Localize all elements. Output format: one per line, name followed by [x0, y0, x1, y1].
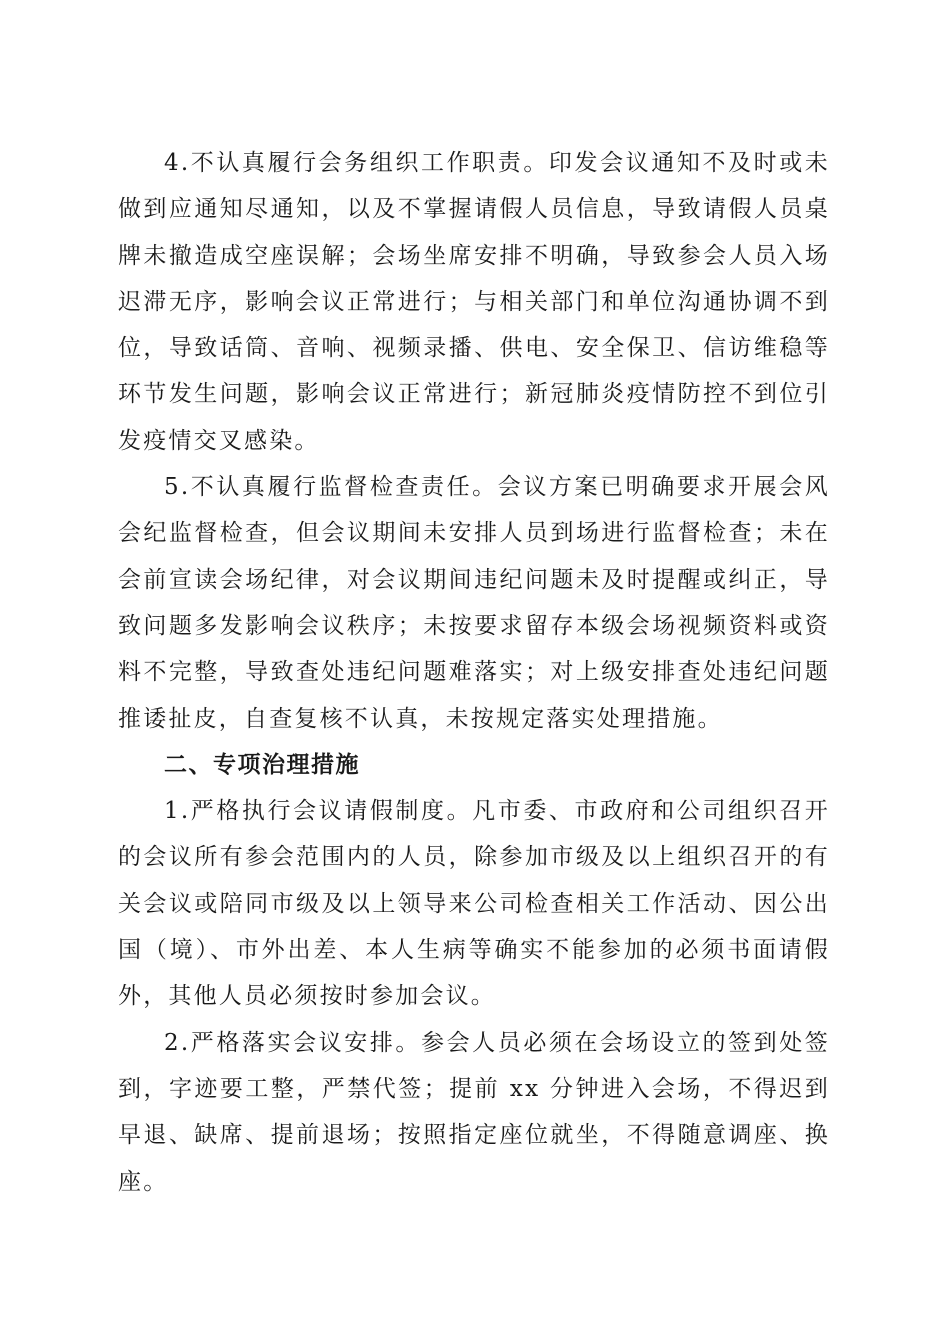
- section-heading: 二、专项治理措施: [164, 751, 360, 778]
- paragraph-item-5: 5.不认真履行监督检查责任。会议方案已明确要求开展会风会纪监督检查，但会议期间未安排人员到场进行监督检查；未在会前宣读会场纪律，对会议期间违纪问题未及时提醒或纠正，导致问题多发影响会议秩序；未按要求留存本级会场视频资料或资料不完整，导致查处违纪问题难落实；对上级安排查处违纪问题推诿扯皮，自查复核不认真，未按规定落实处理措施。: [118, 474, 830, 732]
- paragraph-measure-2: 2.严格落实会议安排。参会人员必须在会场设立的签到处签到，字迹要工整，严禁代签；提前 xx 分钟进入会场，不得迟到早退、缺席、提前退场；按照指定座位就坐，不得随意调座、换座。: [118, 1029, 830, 1195]
- paragraph-item-4: 4.不认真履行会务组织工作职责。印发会议通知不及时或未做到应通知尽通知，以及不掌握请假人员信息，导致请假人员桌牌未撤造成空座误解；会场坐席安排不明确，导致参会人员入场迟滞无序，影响会议正常进行；与相关部门和单位沟通协调不到位，导致话筒、音响、视频录播、供电、安全保卫、信访维稳等环节发生问题，影响会议正常进行；新冠肺炎疫情防控不到位引发疫情交叉感染。: [118, 150, 830, 454]
- document-body: [118, 140, 830, 1205]
- paragraph-measure-1: 1.严格执行会议请假制度。凡市委、市政府和公司组织召开的会议所有参会范围内的人员，除参加市级及以上组织召开的有关会议或陪同市级及以上领导来公司检查相关工作活动、因公出国（境）、市外出差、本人生病等确实不能参加的必须书面请假外，其他人员必须按时参加会议。: [118, 798, 830, 1010]
